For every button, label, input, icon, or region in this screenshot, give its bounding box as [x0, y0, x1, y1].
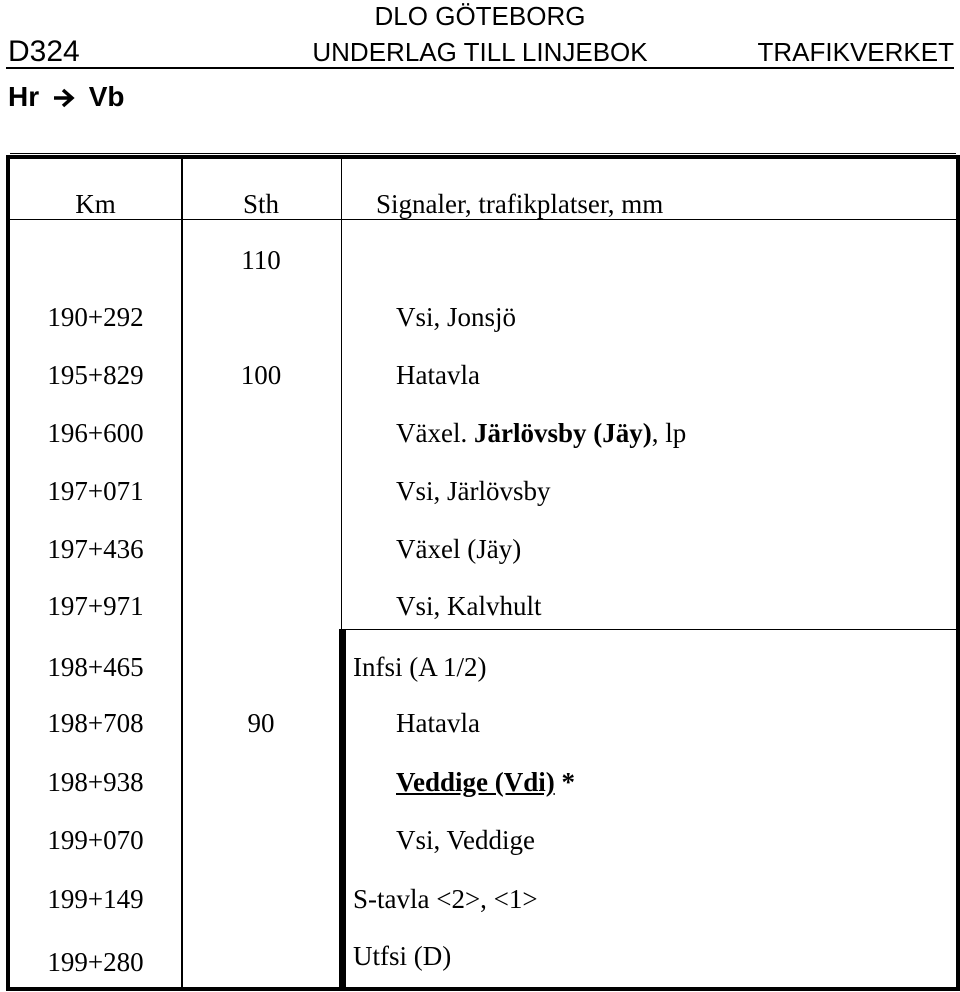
signal-text: Infsi (A 1/2) — [353, 652, 487, 682]
km-value: 199+070 — [47, 825, 144, 855]
signal-prefix: Växel. — [396, 418, 474, 448]
km-value: 198+708 — [47, 708, 144, 738]
signal-text: Vsi, Kalvhult — [396, 591, 542, 621]
km-value: 196+600 — [47, 418, 144, 448]
column-divider — [181, 159, 183, 987]
km-value: 195+829 — [47, 360, 144, 390]
signal-text: Hatavla — [396, 708, 480, 738]
km-value: 198+938 — [47, 767, 144, 797]
km-value: 197+971 — [47, 591, 144, 621]
section-divider — [343, 629, 956, 630]
route-label — [8, 80, 124, 114]
arrow-right-icon — [53, 80, 75, 114]
km-value: 197+436 — [47, 534, 144, 564]
signal-text — [396, 416, 686, 450]
km-value: 199+149 — [47, 884, 144, 914]
column-divider — [341, 159, 342, 629]
km-value: 199+280 — [47, 947, 144, 977]
signal-text: Vsi, Veddige — [396, 825, 535, 855]
column-header-signaler: Signaler, trafikplatser, mm — [376, 189, 664, 219]
header-rule — [6, 67, 954, 69]
signal-text: Vsi, Jonsjö — [396, 302, 517, 332]
station-name: Veddige (Vdi) — [396, 767, 555, 797]
doc-code: D324 — [8, 35, 80, 68]
signal-suffix: * — [554, 767, 576, 797]
signal-text — [396, 765, 575, 799]
signal-text: Utfsi (D) — [353, 941, 452, 971]
agency-name: TRAFIKVERKET — [757, 37, 954, 67]
doc-title: UNDERLAG TILL LINJEBOK — [312, 37, 648, 67]
column-header-km: Km — [75, 189, 116, 219]
signal-text: Växel (Jäy) — [396, 534, 522, 564]
office-title: DLO GÖTEBORG — [374, 1, 586, 31]
route-to: Vb — [88, 81, 125, 112]
double-track-bar — [339, 629, 346, 987]
km-value: 190+292 — [47, 302, 144, 332]
km-value: 198+465 — [47, 652, 144, 682]
km-value: 197+071 — [47, 476, 144, 506]
signal-text: Hatavla — [396, 360, 480, 390]
line-table — [6, 155, 960, 991]
speed-value: 90 — [247, 708, 275, 738]
signal-text: Vsi, Järlövsby — [396, 476, 551, 506]
column-header-sth: Sth — [242, 189, 280, 219]
speed-value: 100 — [240, 360, 282, 390]
signal-suffix: , lp — [651, 418, 687, 448]
route-from: Hr — [8, 81, 40, 112]
signal-text: S-tavla <2>, <1> — [353, 884, 538, 914]
station-name: Järlövsby (Jäy) — [473, 418, 652, 448]
speed-initial: 110 — [241, 245, 281, 275]
